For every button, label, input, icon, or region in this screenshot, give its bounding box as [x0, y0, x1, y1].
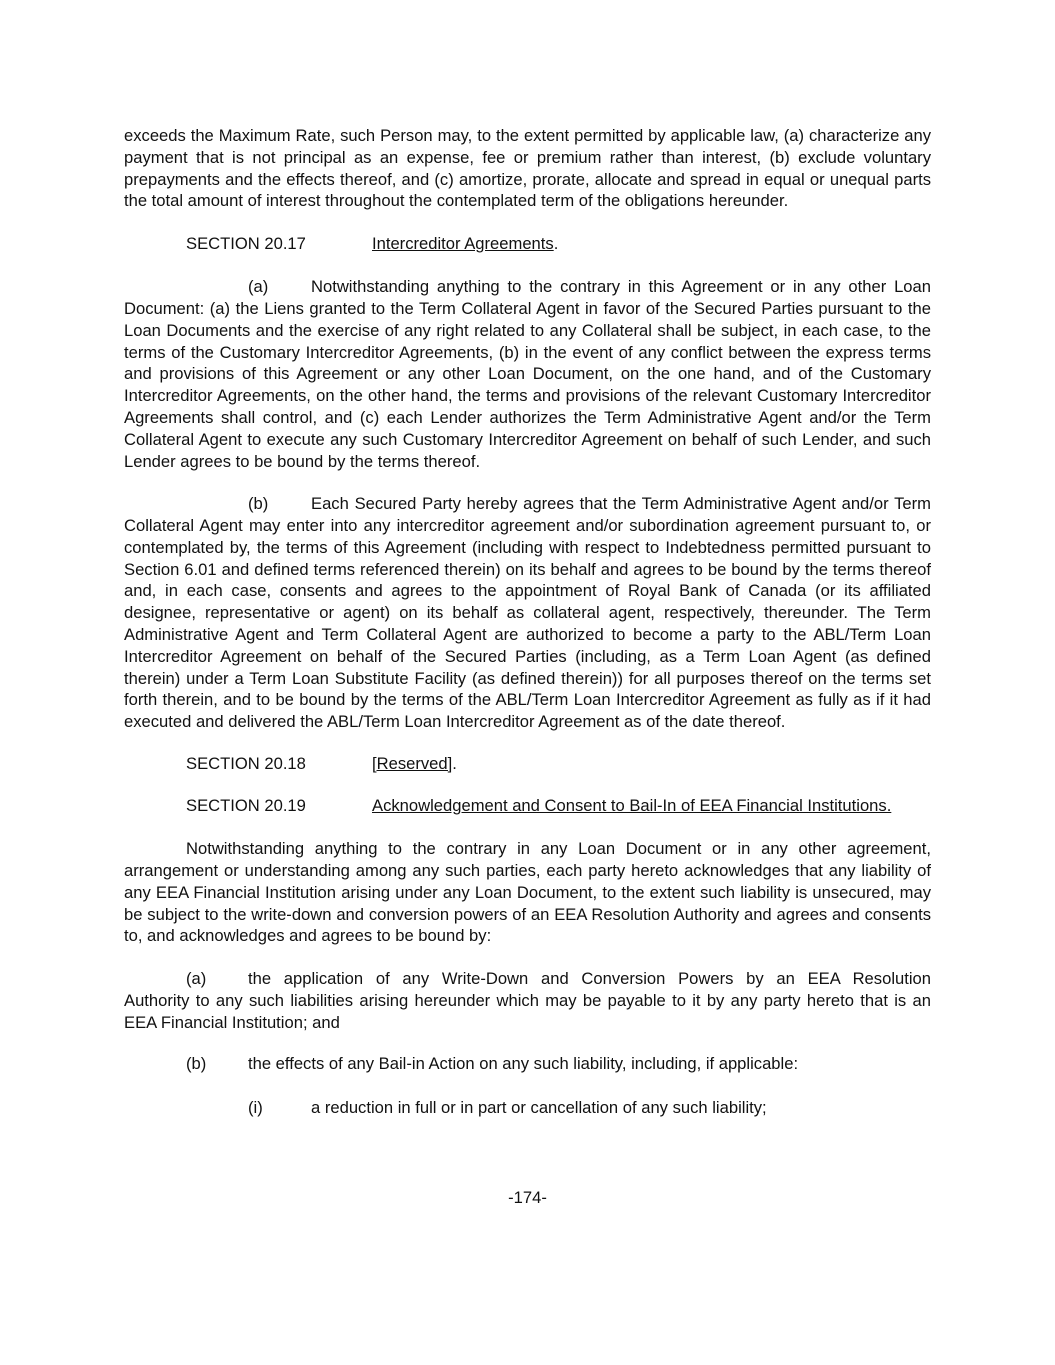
bail-in-subclause-i-marker: [248, 1097, 263, 1119]
clause-lead-text: Notwithstanding anything to the contrary in this Agreement or in any other Loan: [311, 277, 931, 296]
section-title-20-17: [372, 233, 558, 255]
clause-a-lead: [311, 276, 931, 298]
section-title: Intercreditor Agreements: [372, 234, 554, 253]
paragraph-maximum-rate: exceeds the Maximum Rate, such Person may, to the extent permitted by applicable law, (a) characterize any payment that is not principal as an expense, fee or premium rather than interest, (b) exclude voluntary prepayments and the effects thereof, and (c) amortize, prorate, allocate and spread in equal or unequal parts the total amount of interest throughout the contemplated term of the obligations hereunder.: [124, 126, 931, 211]
section-number: SECTION 20.17: [186, 234, 306, 253]
clause-text: a reduction in full or in part or cancellation of any such liability;: [311, 1098, 767, 1117]
clause-lead-text: the application of any Write-Down and Conversion Powers by an EEA Resolution: [248, 969, 931, 988]
clause-marker: (i): [248, 1098, 263, 1117]
section-number: SECTION 20.18: [186, 754, 306, 773]
clause-marker: (b): [248, 494, 269, 513]
bail-in-intro-body: arrangement or understanding among any such parties, each party hereto acknowledges that any liability of any EEA Financial Institution arising under any Loan Document, to the extent such liability is unsecured, may be subject to the write-down and conversion powers of an EEA Resolution Authority and agrees and consents to, and acknowledges and agrees to be bound by:: [124, 861, 931, 946]
clause-marker: (b): [186, 1054, 207, 1073]
paragraph-lead-text: Notwithstanding anything to the contrary in any Loan Document or in any other agreement,: [186, 839, 931, 858]
clause-b-marker: [248, 493, 268, 515]
bail-in-clause-a-lead: [248, 968, 931, 990]
clause-a-body: Document: (a) the Liens granted to the Term Collateral Agent in favor of the Secured Parties pursuant to the Loan Documents and the exercise of any right related to any Collateral shall be subject, in each case, to the terms of the Customary Intercreditor Agreements, (b) in the event of any conflict between the express terms and provisions of this Agreement or any other Loan Document, on the one hand, and of the Customary Intercreditor Agreements, on the other hand, the terms and provisions of the relevant Customary Intercreditor Agreements shall control, and (c) each Lender authorizes the Term Administrative Agent and/or the Term Collateral Agent to execute any such Customary Intercreditor Agreement on behalf of such Lender, and such Lender agrees to be bound by the terms thereof.: [124, 299, 931, 471]
section-title-period: .: [452, 754, 457, 773]
section-heading-20-18: [186, 753, 306, 775]
section-title-20-18: [372, 753, 457, 775]
section-title-20-19: [372, 795, 891, 817]
section-heading-20-19: [186, 795, 306, 817]
page-number: -174-: [508, 1188, 547, 1207]
bail-in-subclause-i-text: [311, 1097, 767, 1119]
clause-lead-text: Each Secured Party hereby agrees that the Term Administrative Agent and/or Term: [311, 494, 931, 513]
section-title-period: .: [553, 234, 559, 253]
section-heading-20-17: [186, 233, 306, 255]
section-title: Acknowledgement and Consent to Bail-In of EEA Financial Institutions.: [372, 796, 892, 815]
clause-text: the effects of any Bail-in Action on any such liability, including, if applicable:: [248, 1054, 799, 1073]
clause-marker: (a): [248, 277, 269, 296]
bail-in-intro-lead: [186, 838, 931, 860]
clause-b-lead: [311, 493, 931, 515]
section-number: SECTION 20.19: [186, 796, 306, 815]
bail-in-clause-b-marker: [186, 1053, 206, 1075]
clause-b-body: Collateral Agent may enter into any intercreditor agreement and/or subordination agreement pursuant to, or contemplated by, the terms of this Agreement (including with respect to Indebtedness permitted pursuant to Section 6.01 and defined terms referenced therein) on its behalf and agrees to be bound by the terms thereof and, in each case, consents and agrees to the appointment of Royal Bank of Canada (or its affiliated designee, representative or agent) on its behalf as collateral agent, respectively, thereunder. The Term Administrative Agent and Term Collateral Agent are authorized to become a party to the ABL/Term Loan Intercreditor Agreement on behalf of the Secured Parties (including, as a Term Loan Agent (as defined therein) under a Term Loan Substitute Facility (as defined therein)) for all purposes thereof on the terms set forth therein, and to be bound by the terms of the ABL/Term Loan Intercreditor Agreement as fully as if it had executed and delivered the ABL/Term Loan Intercreditor Agreement as of the date thereof.: [124, 516, 931, 732]
bail-in-clause-a-body: Authority to any such liabilities arising hereunder which may be payable to it by any party hereto that is an EEA Financial Institution; and: [124, 991, 931, 1032]
bail-in-clause-b-text: [248, 1053, 798, 1075]
bail-in-clause-a-marker: [186, 968, 206, 990]
clause-a-marker: [248, 276, 268, 298]
section-title: [Reserved]: [372, 754, 453, 773]
clause-marker: (a): [186, 969, 207, 988]
